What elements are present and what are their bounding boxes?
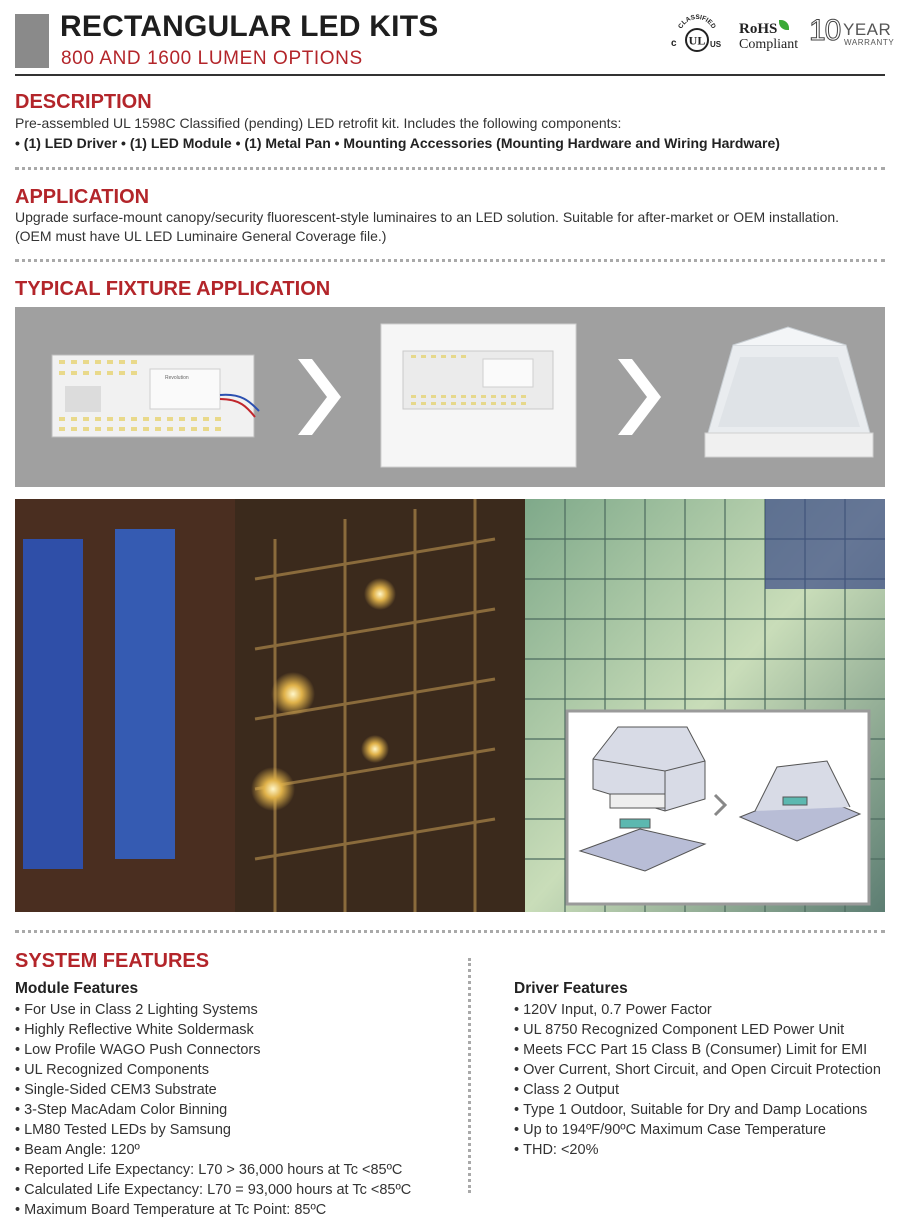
list-item: • UL 8750 Recognized Component LED Power Unit <box>514 1020 881 1040</box>
list-item: • Highly Reflective White Soldermask <box>15 1020 411 1040</box>
module-features-heading: Module Features <box>15 980 139 997</box>
column-divider <box>468 958 471 1193</box>
application-text-line1: Upgrade surface-mount canopy/security fluorescent-style luminaires to an LED solution. Suitable for after-market or OEM installation. <box>15 209 840 225</box>
page-subtitle: 800 AND 1600 LUMEN OPTIONS <box>61 48 363 69</box>
application-heading: APPLICATION <box>15 186 150 208</box>
section-divider <box>15 930 885 933</box>
ul-mark-text: UL <box>688 33 706 48</box>
description-components: • (1) LED Driver • (1) LED Module • (1) Metal Pan • Mounting Accessories (Mounting Hardware and Wiring Hardware) <box>15 135 780 151</box>
page-title: RECTANGULAR LED KITS <box>60 10 439 43</box>
rohs-subtitle: Compliant <box>739 37 799 52</box>
list-item: • Single-Sided CEM3 Substrate <box>15 1080 411 1100</box>
list-item: • Over Current, Short Circuit, and Open Circuit Protection <box>514 1060 881 1080</box>
metal-pan-image <box>381 324 576 467</box>
module-brand-text: Revolution <box>165 375 189 381</box>
list-item: • Class 2 Output <box>514 1080 881 1100</box>
list-item: • Up to 194ºF/90ºC Maximum Case Temperature <box>514 1120 881 1140</box>
section-divider <box>15 259 885 262</box>
description-heading: DESCRIPTION <box>15 91 152 113</box>
list-item: • Reported Life Expectancy: L70 > 36,000 hours at Tc <85ºC <box>15 1160 411 1180</box>
warranty-badge <box>809 14 895 58</box>
ul-c-text: c <box>671 38 677 49</box>
list-item: • For Use in Class 2 Lighting Systems <box>15 1000 411 1020</box>
system-features-heading: SYSTEM FEATURES <box>15 950 210 972</box>
driver-features-list <box>514 1000 881 1160</box>
building-installation-photo <box>15 499 885 912</box>
typical-fixture-heading: TYPICAL FIXTURE APPLICATION <box>15 278 331 300</box>
list-item: • LM80 Tested LEDs by Samsung <box>15 1120 411 1140</box>
list-item: • Calculated Life Expectancy: L70 = 93,000 hours at Tc <85ºC <box>15 1180 411 1200</box>
fixture-application-panel <box>15 307 885 487</box>
list-item: • Low Profile WAGO Push Connectors <box>15 1040 411 1060</box>
leaf-icon <box>779 20 789 30</box>
driver-features-heading: Driver Features <box>514 980 628 997</box>
list-item: • Meets FCC Part 15 Class B (Consumer) Limit for EMI <box>514 1040 881 1060</box>
chevron-right-icon <box>298 359 341 435</box>
warranty-year: YEAR <box>843 20 892 39</box>
svg-text:CLASSIFIED <box>677 14 717 30</box>
list-item: • 3-Step MacAdam Color Binning <box>15 1100 411 1120</box>
warranty-label: WARRANTY <box>844 38 895 47</box>
ul-us-text: US <box>710 40 722 49</box>
canopy-fixture-image <box>705 327 873 457</box>
chevron-right-icon <box>618 359 661 435</box>
description-text: Pre-assembled UL 1598C Classified (pending) LED retrofit kit. Includes the following components: <box>15 115 622 131</box>
list-item: • 120V Input, 0.7 Power Factor <box>514 1000 881 1020</box>
rohs-title: RoHS <box>739 21 778 37</box>
list-item: • Type 1 Outdoor, Suitable for Dry and Damp Locations <box>514 1100 881 1120</box>
ul-classified-badge <box>668 14 726 54</box>
list-item: • Maximum Board Temperature at Tc Point: 85ºC <box>15 1200 411 1220</box>
section-divider <box>15 167 885 170</box>
led-module-image <box>52 355 259 437</box>
header-divider <box>15 74 885 76</box>
rohs-badge <box>739 20 801 60</box>
list-item: • UL Recognized Components <box>15 1060 411 1080</box>
ul-logo-icon <box>668 14 726 56</box>
list-item: • THD: <20% <box>514 1140 881 1160</box>
warranty-number: 10 <box>809 14 841 47</box>
module-features-list <box>15 1000 411 1220</box>
list-item: • Beam Angle: 120º <box>15 1140 411 1160</box>
ul-classified-text: CLASSIFIED <box>677 14 717 31</box>
application-text-line2: (OEM must have UL LED Luminaire General Coverage file.) <box>15 228 387 244</box>
header-color-block <box>15 14 49 68</box>
exploded-view-inset <box>567 711 869 904</box>
